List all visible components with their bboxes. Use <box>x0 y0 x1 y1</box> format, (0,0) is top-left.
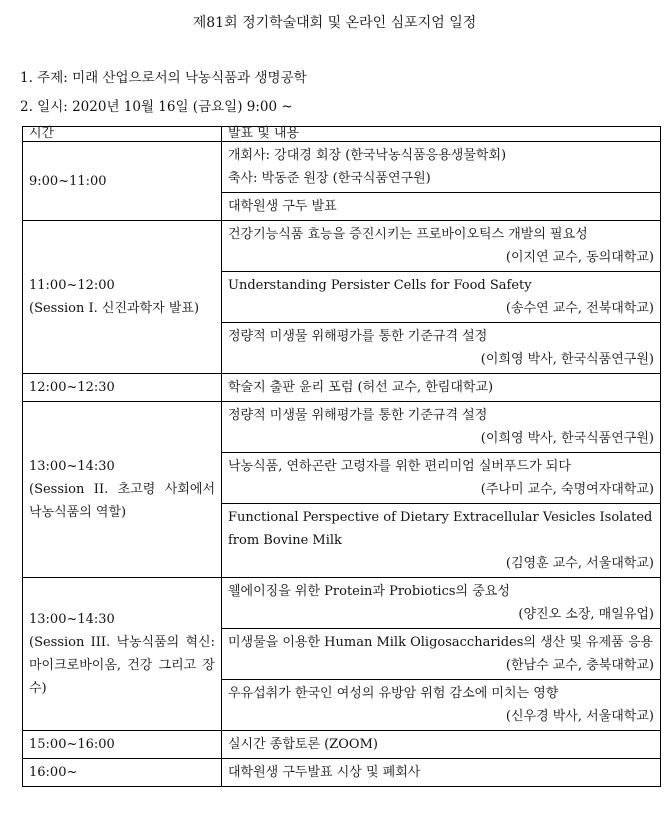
talk-speaker: (주나미 교수, 숙명여자대학교) <box>480 482 654 497</box>
talk-speaker: (송수연 교수, 전북대학교) <box>505 301 654 316</box>
time-cell <box>23 221 222 374</box>
talk-speaker: (이희영 박사, 한국식품연구원) <box>480 431 654 446</box>
content-cell <box>222 402 661 453</box>
table-row <box>23 221 661 272</box>
time-cell: 15:00~16:00 <box>23 731 222 759</box>
congratulatory-remarks: 축사: 박동준 원장 (한국식품연구원) <box>228 171 431 186</box>
topic-line: 1. 주제: 미래 산업으로서의 낙농식품과 생명공학 <box>20 70 307 86</box>
content-cell: 대학원생 구두발표 시상 및 폐회사 <box>222 759 661 787</box>
content-cell: 학술지 출판 윤리 포럼 (허선 교수, 한림대학교) <box>222 374 661 402</box>
content-cell <box>222 142 661 193</box>
opening-remarks: 개회사: 강대경 회장 (한국낙농식품응용생물학회) <box>228 148 507 163</box>
talk-speaker: (김영훈 교수, 서울대학교) <box>505 556 654 571</box>
talk-title: 정량적 미생물 위해평가를 통한 기준규격 설정 <box>228 329 488 344</box>
session-time: 13:00~14:30 <box>29 459 115 474</box>
table-row <box>23 374 661 402</box>
session-name: (Session I. 신진과학자 발표) <box>29 301 200 316</box>
content-cell <box>222 221 661 272</box>
content-cell <box>222 323 661 374</box>
date-line: 2. 일시: 2020년 10월 16일 (금요일) 9:00 ~ <box>20 99 293 115</box>
table-header-row <box>23 127 661 142</box>
talk-speaker: (이지연 교수, 동의대학교) <box>505 250 654 265</box>
session-name: (Session II. 초고령 사회에서 낙농식품의 역할) <box>29 482 215 520</box>
content-cell <box>222 578 661 629</box>
table-row <box>23 142 661 193</box>
table-row <box>23 731 661 759</box>
content-cell: 대학원생 구두 발표 <box>222 193 661 221</box>
table-row <box>23 578 661 629</box>
session-time: 13:00~14:30 <box>29 612 115 627</box>
talk-title: 웰에이징을 위한 Protein과 Probiotics의 중요성 <box>228 584 510 599</box>
talk-title: Understanding Persister Cells for Food Safety <box>228 278 532 293</box>
talk-title: 우유섭취가 한국인 여성의 유방암 위험 감소에 미치는 영향 <box>228 686 559 701</box>
content-cell <box>222 453 661 504</box>
talk-speaker: (한남수 교수, 충북대학교) <box>505 658 654 673</box>
talk-title: 건강기능식품 효능을 증진시키는 프로바이오틱스 개발의 필요성 <box>228 227 588 242</box>
content-cell <box>222 680 661 731</box>
time-cell: 16:00~ <box>23 759 222 787</box>
table-row <box>23 759 661 787</box>
talk-title: 정량적 미생물 위해평가를 통한 기준규격 설정 <box>228 408 488 423</box>
talk-title: Functional Perspective of Dietary Extracellular Vesicles Isolated from Bovine Milk <box>228 510 653 548</box>
content-cell <box>222 504 661 578</box>
time-cell <box>23 402 222 578</box>
talk-speaker: (양진오 소장, 매일유업) <box>518 607 654 622</box>
talk-title: 낙농식품, 연하곤란 고령자를 위한 편리미엄 실버푸드가 되다 <box>228 459 571 474</box>
time-cell: 12:00~12:30 <box>23 374 222 402</box>
session-name: (Session III. 낙농식품의 혁신: 마이크로바이옴, 건강 그리고 장수) <box>29 635 215 696</box>
header-content: 발표 및 내용 <box>222 127 661 142</box>
talk-speaker: (신우경 박사, 서울대학교) <box>505 709 654 724</box>
talk-speaker: (이희영 박사, 한국식품연구원) <box>480 352 654 367</box>
time-cell: 9:00~11:00 <box>23 142 222 221</box>
time-cell <box>23 578 222 731</box>
content-cell: 실시간 종합토론 (ZOOM) <box>222 731 661 759</box>
content-cell <box>222 629 661 680</box>
session-time: 11:00~12:00 <box>29 278 115 293</box>
talk-title: 미생물을 이용한 Human Milk Oligosaccharides의 생산 및 유제품 응용 <box>228 635 653 650</box>
table-row <box>23 402 661 453</box>
schedule-table <box>22 126 661 787</box>
header-time: 시간 <box>23 127 222 142</box>
page-title: 제81회 정기학술대회 및 온라인 심포지엄 일정 <box>192 15 477 31</box>
content-cell <box>222 272 661 323</box>
